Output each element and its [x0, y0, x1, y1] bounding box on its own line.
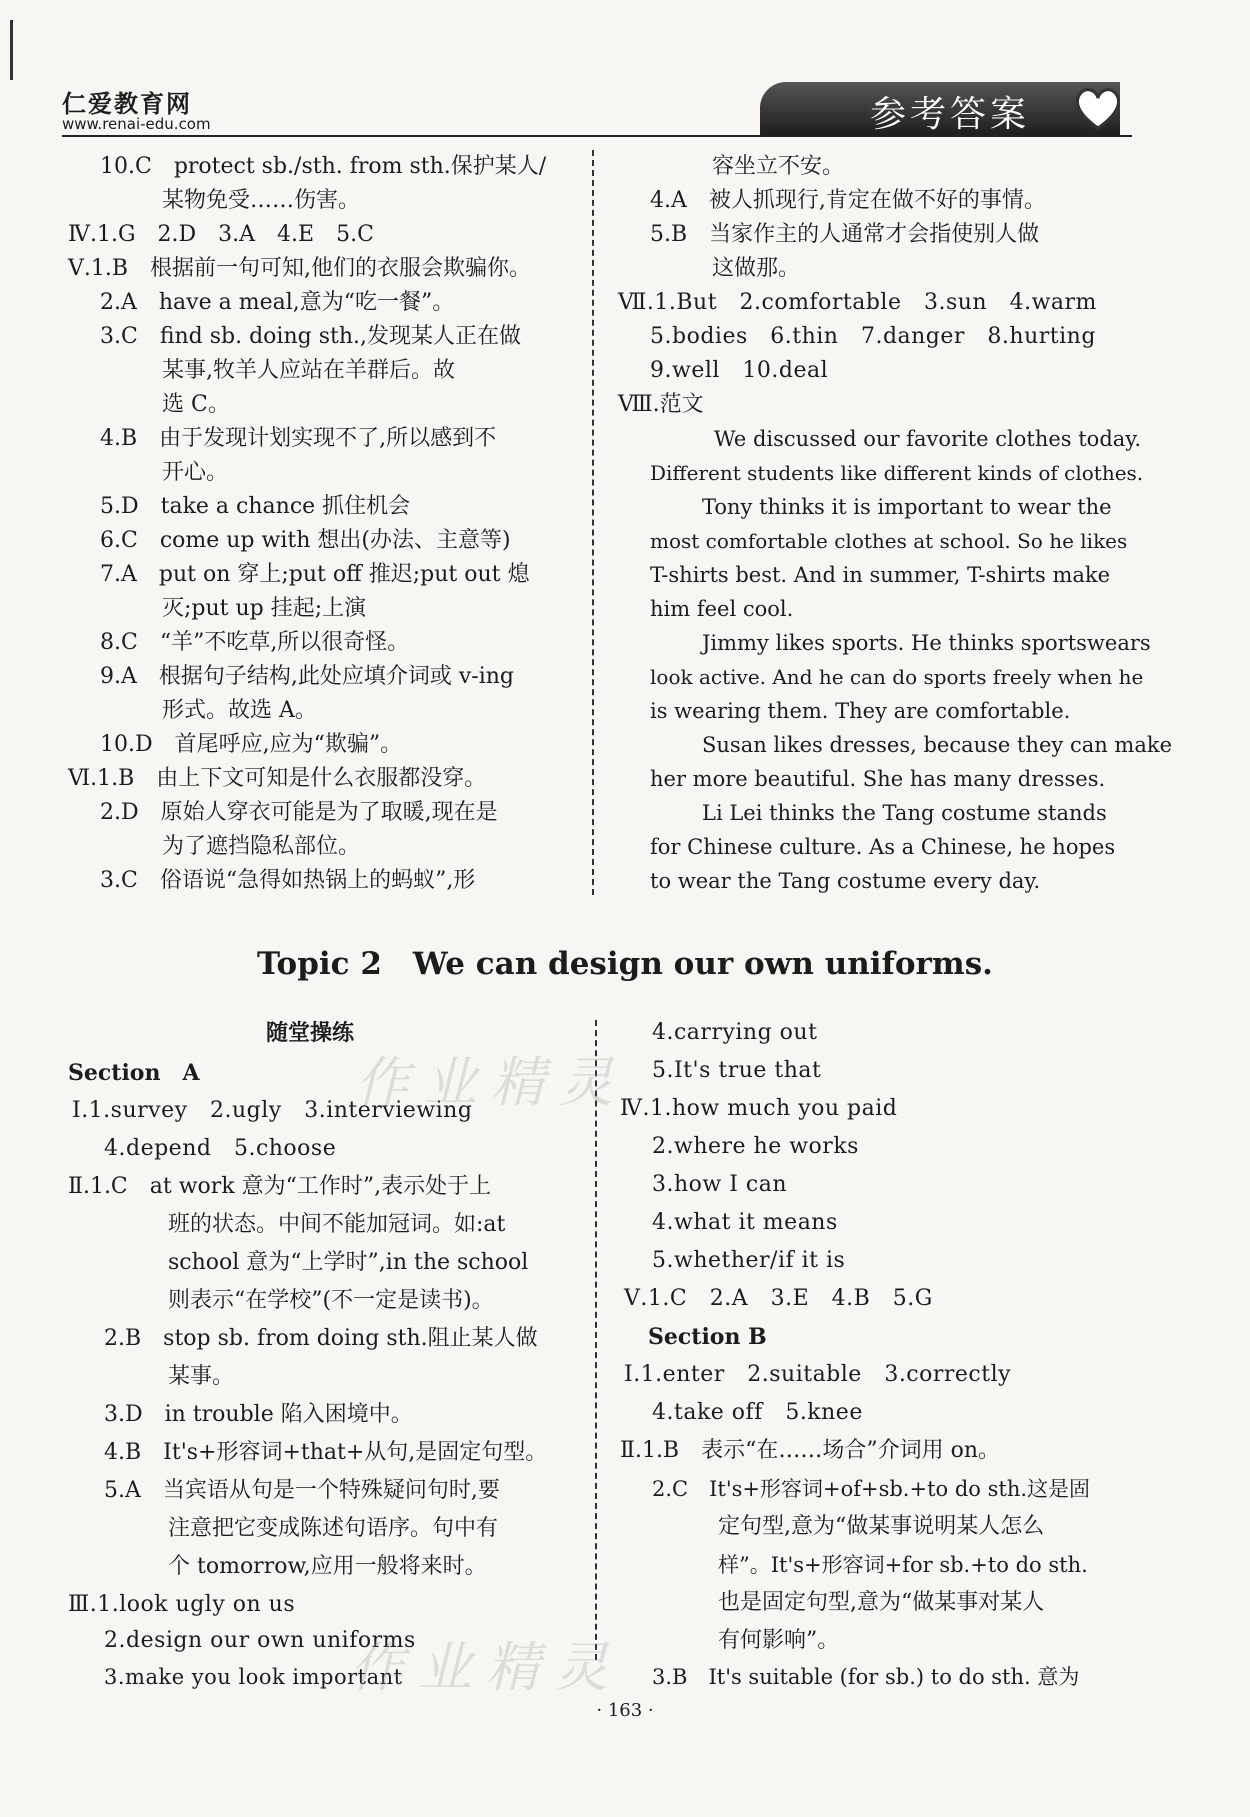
answer-line: 2.B stop sb. from doing sth.阻止某人做	[104, 1326, 538, 1351]
answer-line: 样”。It's+形容词+for sb.+to do sth.	[718, 1553, 1088, 1577]
answer-line: Ⅷ.范文	[618, 392, 704, 417]
answer-line: Ⅲ.1.look ugly on us	[68, 1592, 296, 1617]
answer-line: 为了遮挡隐私部位。	[162, 834, 361, 859]
answer-line: Ⅴ.1.B 根据前一句可知,他们的衣服会欺骗你。	[68, 256, 532, 281]
column-divider-top	[592, 150, 594, 895]
essay-line: for Chinese culture. As a Chinese, he hopes	[650, 835, 1116, 859]
answer-line: 有何影响”。	[718, 1628, 840, 1653]
answer-line: 注意把它变成陈述句语序。句中有	[168, 1516, 499, 1541]
header-rule	[62, 135, 1132, 137]
margin-mark	[10, 20, 13, 80]
answer-line: Ⅶ.1.But 2.comfortable 3.sun 4.warm	[618, 290, 1097, 315]
essay-line: Susan likes dresses, because they can make	[702, 733, 1173, 757]
essay-line: to wear the Tang costume every day.	[650, 869, 1041, 893]
essay-line: is wearing them. They are comfortable.	[650, 699, 1071, 723]
answer-line: 4.B It's+形容词+that+从句,是固定句型。	[104, 1440, 548, 1465]
answer-line: 某物免受……伤害。	[162, 188, 361, 213]
answer-line: 4.B 由于发现计划实现不了,所以感到不	[100, 426, 497, 451]
answer-line: 9.A 根据句子结构,此处应填介词或 v-ing	[100, 664, 515, 689]
essay-line: T-shirts best. And in summer, T-shirts make	[650, 563, 1111, 587]
answer-line: 5.bodies 6.thin 7.danger 8.hurting	[650, 324, 1096, 349]
answer-line: 3.B It's suitable (for sb.) to do sth. 意为	[652, 1665, 1080, 1689]
answer-line: school 意为“上学时”,in the school	[168, 1250, 529, 1275]
answer-line: 3.C find sb. doing sth.,发现某人正在做	[100, 324, 521, 349]
essay-line: Jimmy likes sports. He thinks sportswears	[702, 631, 1151, 655]
answer-line: 5.D take a chance 抓住机会	[100, 494, 411, 519]
section-a-label: Section A	[68, 1060, 200, 1086]
site-url: www.renai-edu.com	[62, 115, 211, 133]
answer-line: 形式。故选 A。	[162, 698, 317, 723]
answer-line: Ⅳ.1.G 2.D 3.A 4.E 5.C	[68, 222, 374, 247]
answer-line: 某事,牧羊人应站在羊群后。故	[162, 358, 455, 383]
answer-line: 6.C come up with 想出(办法、主意等)	[100, 528, 511, 553]
answer-line: 开心。	[162, 460, 229, 485]
answer-line: 2.where he works	[652, 1134, 859, 1159]
answer-line: 7.A put on 穿上;put off 推迟;put out 熄	[100, 562, 530, 587]
answer-line: 则表示“在学校”(不一定是读书)。	[168, 1288, 494, 1313]
answer-line: 2.D 原始人穿衣可能是为了取暖,现在是	[100, 800, 498, 825]
answer-line: 3.D in trouble 陷入困境中。	[104, 1402, 413, 1427]
answer-line: 4.depend 5.choose	[104, 1136, 337, 1161]
answer-line: 某事。	[168, 1364, 235, 1389]
answer-line: 2.A have a meal,意为“吃一餐”。	[100, 290, 455, 315]
page-number: · 163 ·	[596, 1700, 654, 1721]
answer-line: 5.whether/if it is	[652, 1248, 846, 1273]
answer-line: 3.C 俗语说“急得如热锅上的蚂蚁”,形	[100, 868, 476, 893]
essay-line: Li Lei thinks the Tang costume stands	[702, 801, 1107, 825]
answer-line: Ⅰ.1.survey 2.ugly 3.interviewing	[72, 1098, 473, 1123]
answer-line: 3.make you look important	[104, 1665, 403, 1689]
answer-line: Ⅳ.1.how much you paid	[620, 1096, 898, 1121]
answer-line: 8.C “羊”不吃草,所以很奇怪。	[100, 630, 410, 655]
answer-line: 4.A 被人抓现行,肯定在做不好的事情。	[650, 188, 1046, 213]
answer-line: 个 tomorrow,应用一般将来时。	[168, 1554, 487, 1579]
answer-line: 4.what it means	[652, 1210, 838, 1235]
essay-line: Tony thinks it is important to wear the	[702, 495, 1112, 519]
essay-line: him feel cool.	[650, 597, 794, 621]
section-title: 参考答案	[870, 94, 1031, 135]
heart-logo-icon	[1070, 80, 1126, 136]
answer-line: 5.It's true that	[652, 1058, 822, 1083]
essay-line: Different students like different kinds of clothes.	[650, 461, 1144, 485]
answer-line: 5.A 当宾语从句是一个特殊疑问句时,要	[104, 1478, 500, 1503]
answer-line: 2.design our own uniforms	[104, 1628, 416, 1653]
answer-line: 选 C。	[162, 392, 230, 417]
answer-line: Ⅴ.1.C 2.A 3.E 4.B 5.G	[624, 1286, 933, 1311]
answer-line: 班的状态。中间不能加冠词。如:at	[168, 1212, 506, 1237]
essay-line: most comfortable clothes at school. So he likes	[650, 529, 1128, 553]
answer-line: 9.well 10.deal	[650, 358, 829, 383]
answer-line: 4.take off 5.knee	[652, 1400, 863, 1425]
answer-line: Ⅵ.1.B 由上下文可知是什么衣服都没穿。	[68, 766, 487, 791]
essay-line: look active. And he can do sports freely when he	[650, 665, 1144, 689]
topic-title: Topic 2 We can design our own uniforms.	[257, 946, 993, 982]
answer-line: 定句型,意为“做某事说明某人怎么	[718, 1514, 1045, 1539]
answer-line: 4.carrying out	[652, 1020, 818, 1045]
answer-line: 10.C protect sb./sth. from sth.保护某人/	[100, 154, 547, 179]
watermark: 作业精灵	[350, 1636, 622, 1699]
answer-line: Ⅰ.1.enter 2.suitable 3.correctly	[624, 1362, 1012, 1387]
answer-line: 3.how I can	[652, 1172, 788, 1197]
answer-line: 灭;put up 挂起;上演	[162, 596, 367, 621]
answer-line: 10.D 首尾呼应,应为“欺骗”。	[100, 732, 403, 757]
watermark: 作业精灵	[355, 1051, 627, 1114]
site-name: 仁爱教育网	[62, 89, 192, 118]
answer-line: 容坐立不安。	[712, 154, 845, 179]
answer-line: Ⅱ.1.C at work 意为“工作时”,表示处于上	[68, 1174, 492, 1199]
section-b-label: Section B	[648, 1324, 767, 1350]
essay-line: We discussed our favorite clothes today.	[714, 427, 1142, 451]
answer-line: 2.C It's+形容词+of+sb.+to do sth.这是固	[652, 1477, 1091, 1501]
answer-line: 5.B 当家作主的人通常才会指使别人做	[650, 222, 1040, 247]
answer-line: 这做那。	[712, 256, 801, 281]
answer-line: 也是固定句型,意为“做某事对某人	[718, 1590, 1045, 1615]
essay-line: her more beautiful. She has many dresses.	[650, 767, 1106, 791]
answer-line: Ⅱ.1.B 表示“在……场合”介词用 on。	[620, 1438, 1001, 1463]
practice-heading: 随堂操练	[266, 1020, 355, 1046]
